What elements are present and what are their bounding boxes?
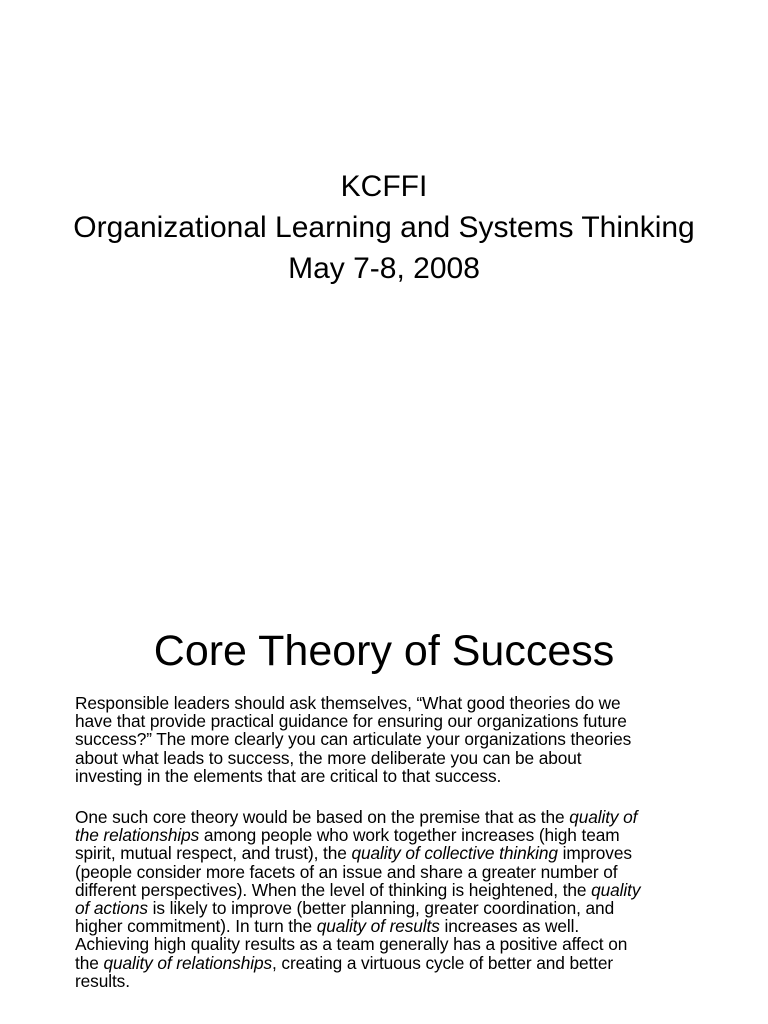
text-run: the bbox=[75, 952, 104, 973]
paragraph-line bbox=[75, 826, 721, 844]
paragraph-2 bbox=[75, 808, 721, 990]
paragraph-line: have that provide practical guidance for ensuring our organizations future bbox=[75, 711, 627, 732]
emphasis-text: of actions bbox=[75, 898, 148, 919]
paragraph-line bbox=[75, 954, 721, 972]
emphasis-text: quality bbox=[591, 879, 641, 900]
paragraph-line bbox=[75, 844, 721, 862]
org-name: KCFFI bbox=[340, 170, 428, 203]
text-run: improves bbox=[557, 843, 632, 864]
paragraph-line: success?” The more clearly you can articulate your organizations theories bbox=[75, 729, 632, 750]
text-run: One such core theory would be based on the premise that as the bbox=[75, 807, 570, 827]
emphasis-text: quality of collective thinking bbox=[351, 843, 558, 864]
emphasis-text: quality of results bbox=[316, 916, 440, 937]
paragraph-line: (people consider more facets of an issue and share a greater number of bbox=[75, 861, 618, 882]
slide-title: Core Theory of Success bbox=[153, 627, 615, 675]
paragraph-1 bbox=[75, 694, 721, 785]
emphasis-text: the relationships bbox=[75, 825, 200, 846]
emphasis-text: quality of relationships bbox=[103, 952, 273, 973]
presentation-title: Organizational Learning and Systems Thinking bbox=[73, 211, 695, 244]
paragraph-line bbox=[75, 917, 721, 935]
paragraph-line bbox=[75, 881, 721, 899]
emphasis-text: quality of bbox=[569, 807, 638, 827]
paragraph-line: investing in the elements that are critical to that success. bbox=[75, 765, 502, 786]
paragraph-line: Achieving high quality results as a team generally has a positive affect on bbox=[75, 934, 628, 955]
text-run: among people who work together increases (high team bbox=[199, 825, 620, 846]
paragraph-line: Responsible leaders should ask themselves, “What good theories do we bbox=[75, 693, 621, 713]
title-block bbox=[0, 166, 768, 289]
text-run: , creating a virtuous cycle of better and better bbox=[272, 952, 614, 973]
paragraph-line bbox=[75, 808, 721, 826]
content-slide bbox=[0, 576, 768, 1024]
text-run: higher commitment). In turn the bbox=[75, 916, 317, 937]
text-run: increases as well. bbox=[439, 916, 580, 937]
presentation-date: May 7-8, 2008 bbox=[288, 252, 480, 285]
text-run: spirit, mutual respect, and trust), the bbox=[75, 843, 352, 864]
paragraph-line bbox=[75, 899, 721, 917]
paragraph-line: about what leads to success, the more deliberate you can be about bbox=[75, 747, 582, 768]
text-run: different perspectives). When the level of thinking is heightened, the bbox=[75, 879, 592, 900]
paragraph-line: results. bbox=[75, 970, 130, 991]
text-run: is likely to improve (better planning, greater coordination, and bbox=[147, 898, 615, 919]
